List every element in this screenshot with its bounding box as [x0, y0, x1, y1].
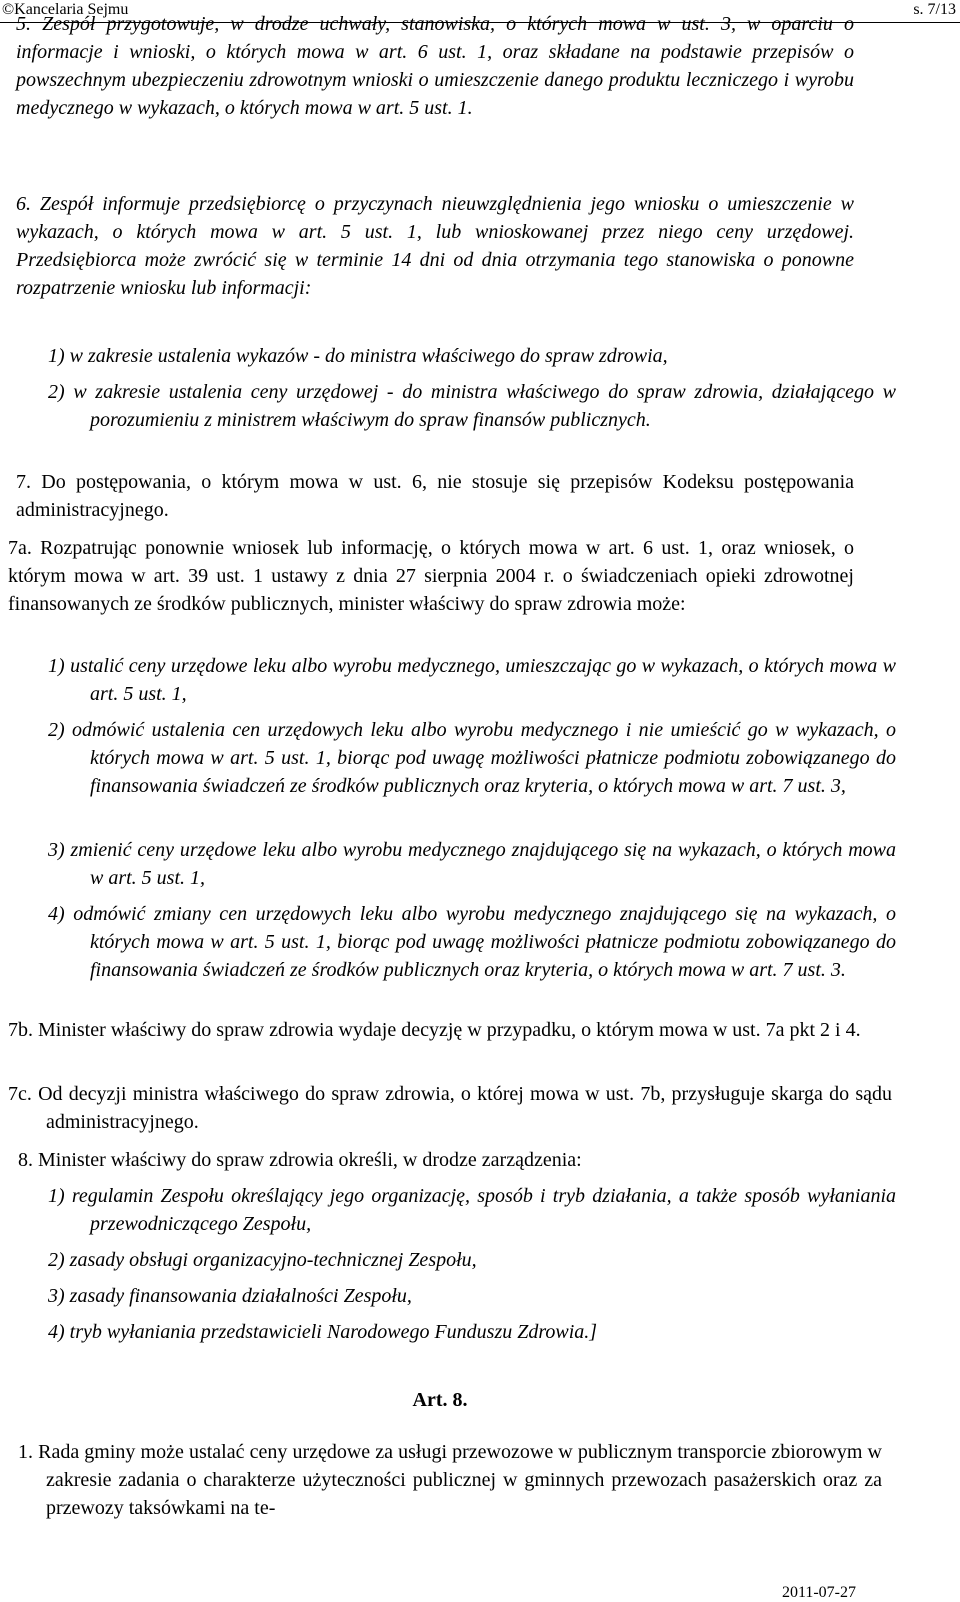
paragraph-7c: 7c. Od decyzji ministra właściwego do spraw zdrowia, o której mowa w ust. 7b, przysługuje skarga do sądu administracyjnego. — [8, 1083, 892, 1133]
paragraph-7a-item-3: 3) zmienić ceny urzędowe leku albo wyrobu medycznego znajdującego się na wykazach, o których mowa w art. 5 ust. 1, — [48, 839, 896, 889]
paragraph-8-item-4: 4) tryb wyłaniania przedstawicieli Narodowego Funduszu Zdrowia.] — [48, 1321, 598, 1343]
paragraph-6-item-2: 2) w zakresie ustalenia ceny urzędowej - do ministra właściwego do spraw zdrowia, działającego w porozumieniu z ministrem właściwym do spraw finansów publicznych. — [48, 381, 896, 431]
paragraph-7a-item-1: 1) ustalić ceny urzędowe leku albo wyrobu medycznego, umieszczając go w wykazach, o których mowa w art. 5 ust. 1, — [48, 655, 896, 705]
paragraph-6-item-1: 1) w zakresie ustalenia wykazów - do ministra właściwego do spraw zdrowia, — [48, 345, 668, 367]
header-publisher: ©Kancelaria Sejmu — [2, 1, 129, 18]
paragraph-8-item-2: 2) zasady obsługi organizacyjno-technicznej Zespołu, — [48, 1249, 477, 1271]
header-page-number: s. 7/13 — [913, 1, 956, 18]
paragraph-7b: 7b. Minister właściwy do spraw zdrowia wydaje decyzję w przypadku, o którym mowa w ust. 7a pkt 2 i 4. — [8, 1019, 861, 1041]
paragraph-6: 6. Zespół informuje przedsiębiorcę o przyczynach nieuwzględnienia jego wniosku o umieszczenie w wykazach, o których mowa w art. 5 ust. 1, lub wnioskowanej przez niego ceny urzędowej. Przedsiębiorca może zwrócić się w terminie 14 dni od dnia otrzymania tego stanowiska o ponowne rozpatrzenie wniosku lub informacji: — [16, 193, 854, 299]
article-8-title: Art. 8. — [412, 1389, 468, 1411]
paragraph-7a-item-2: 2) odmówić ustalenia cen urzędowych leku albo wyrobu medycznego i nie umieścić go w wykazach, o których mowa w art. 5 ust. 1, biorąc pod uwagę możliwości płatnicze podmiotu zobowiązanego do finansowania świadczeń ze środków publicznych oraz kryteria, o których mowa w art. 7 ust. 3, — [48, 719, 896, 797]
paragraph-8-item-3: 3) zasady finansowania działalności Zespołu, — [48, 1285, 412, 1307]
paragraph-7: 7. Do postępowania, o którym mowa w ust. 6, nie stosuje się przepisów Kodeksu postępowania administracyjnego. — [16, 471, 854, 521]
footer-date: 2011-07-27 — [781, 1584, 856, 1601]
paragraph-8: 8. Minister właściwy do spraw zdrowia określi, w drodze zarządzenia: — [18, 1149, 582, 1171]
paragraph-8-item-1: 1) regulamin Zespołu określający jego organizację, sposób i tryb działania, a także sposób wyłaniania przewodniczącego Zespołu, — [48, 1185, 896, 1235]
article-8-paragraph-1: 1. Rada gminy może ustalać ceny urzędowe za usługi przewozowe w publicznym transporcie zbiorowym w zakresie zadania o charakterze użyteczności publicznej w gminnych przewozach pasażerskich oraz za przewozy taksówkami na te- — [18, 1441, 882, 1519]
paragraph-7a-item-4: 4) odmówić zmiany cen urzędowych leku albo wyrobu medycznego znajdującego się na wykazach, o których mowa w art. 5 ust. 1, biorąc pod uwagę możliwości płatnicze podmiotu zobowiązanego do finansowania świadczeń ze środków publicznych oraz kryteria, o których mowa w art. 7 ust. 3. — [48, 903, 896, 981]
paragraph-5: 5. Zespół przygotowuje, w drodze uchwały, stanowiska, o których mowa w ust. 3, w oparciu o informacje i wnioski, o których mowa w art. 6 ust. 1, oraz składane na podstawie przepisów o powszechnym ubezpieczeniu zdrowotnym wnioski o umieszczenie danego produktu leczniczego i wyrobu medycznego w wykazach, o których mowa w art. 5 ust. 1. — [16, 13, 854, 119]
paragraph-7a: 7a. Rozpatrując ponownie wniosek lub informację, o których mowa w art. 6 ust. 1, oraz wniosek, o którym mowa w art. 39 ust. 1 ustawy z dnia 27 sierpnia 2004 r. o świadczeniach opieki zdrowotnej finansowanych ze środków publicznych, minister właściwy do spraw zdrowia może: — [8, 537, 854, 615]
